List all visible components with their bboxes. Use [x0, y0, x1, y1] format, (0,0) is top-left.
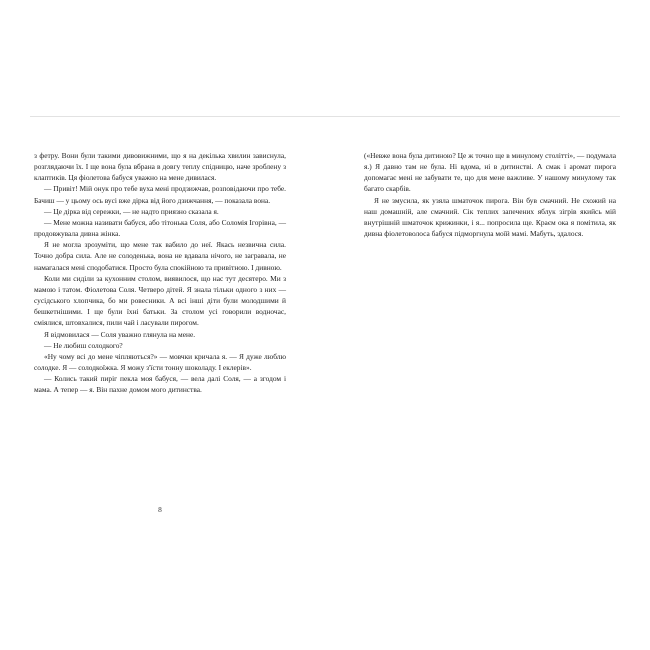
paragraph: — Це дірка від сережки, — не надто приязно сказала я.	[44, 206, 219, 216]
right-page-text-column	[364, 150, 616, 395]
paragraph: Я не могла зрозуміти, що мене так вабило до неї. Якась незвична сила. Точно добра сила. Але не солоденька, вона не вдавала нічого, не загравала, не намагалася мені сподобатися. Просто була спокійною та привітною. І дивною.	[34, 240, 286, 272]
paragraph: — Не любиш солодкого?	[44, 340, 123, 350]
paragraph: Я відмовилася — Соля уважно глянула на мене.	[44, 329, 196, 339]
paragraph: («Невже вона була дитиною? Це ж точно ще в минулому столітті», — подумала я.) Я давно там не була. Ні вдома, ні в дитинстві. А смак і аромат пирога допомагає мені не забувати те, що для мене важливе. У нашому минулому так багато скарбів.	[364, 151, 616, 194]
paragraph: — Колись такий пиріг пекла моя бабуся, — вела далі Соля, — а згодом і мама. А тепер — я. Він пахне домом мого дитинства.	[34, 374, 286, 395]
paragraph: з фетру. Вони були такими дивовижними, що я на декілька хвилин зависнула, розглядаючи їх. І ще вона була вбрана в довгу теплу спідницю, наче зроблену з клаптиків. Ця фіолетова бабуся уважно на мене дивилася.	[34, 151, 286, 183]
paragraph: Я не змусила, як узяла шматочок пирога. Він був смачний. Не схожий на наш домашній, але смачний. Сік теплих запечених яблук зігрів якийсь мій внутрішній шматочок крижинки, і я... попросила ще. Краєм ока я помітила, як дивна фіолетоволоса бабуся підморгнула моїй мамі. Мабуть, здалося.	[364, 195, 616, 239]
paragraph: «Ну чому всі до мене чіпляються?» — мовчки кричала я. — Я дуже люблю солодке. Я — солодкоїжка. Я можу з'їсти тонну шоколаду. І еклерів».	[34, 351, 286, 372]
page-number: 8	[158, 505, 162, 514]
paragraph: — Привіт! Мій онук про тебе вуха мені продзижчав, розповідаючи про тебе. Бачиш — у цьому ось вусі вже дірка від його дзижчання, — показала вона.	[34, 184, 286, 205]
two-page-spread	[0, 150, 650, 395]
left-page-text-column	[34, 150, 286, 395]
header-rule	[30, 116, 620, 117]
paragraph: Коли ми сиділи за кухонним столом, виявилося, що нас тут десятеро. Ми з мамою і татом. Фіолетова Соля. Четверо дітей. Я знала тільки одного з них — сусідського хлопчика, бо ми ровесники. А всі інші діти були молодшими й бешкетнішими. І ще були їхні батьки. За столом усі говорили водночас, сміялися, штовхалися, пили чай і ласували пирогом.	[34, 273, 286, 328]
paragraph: — Мене можна називати бабуся, або тітонька Соля, або Соломія Ігорівна, — продовжувала дивна жінка.	[34, 217, 286, 239]
